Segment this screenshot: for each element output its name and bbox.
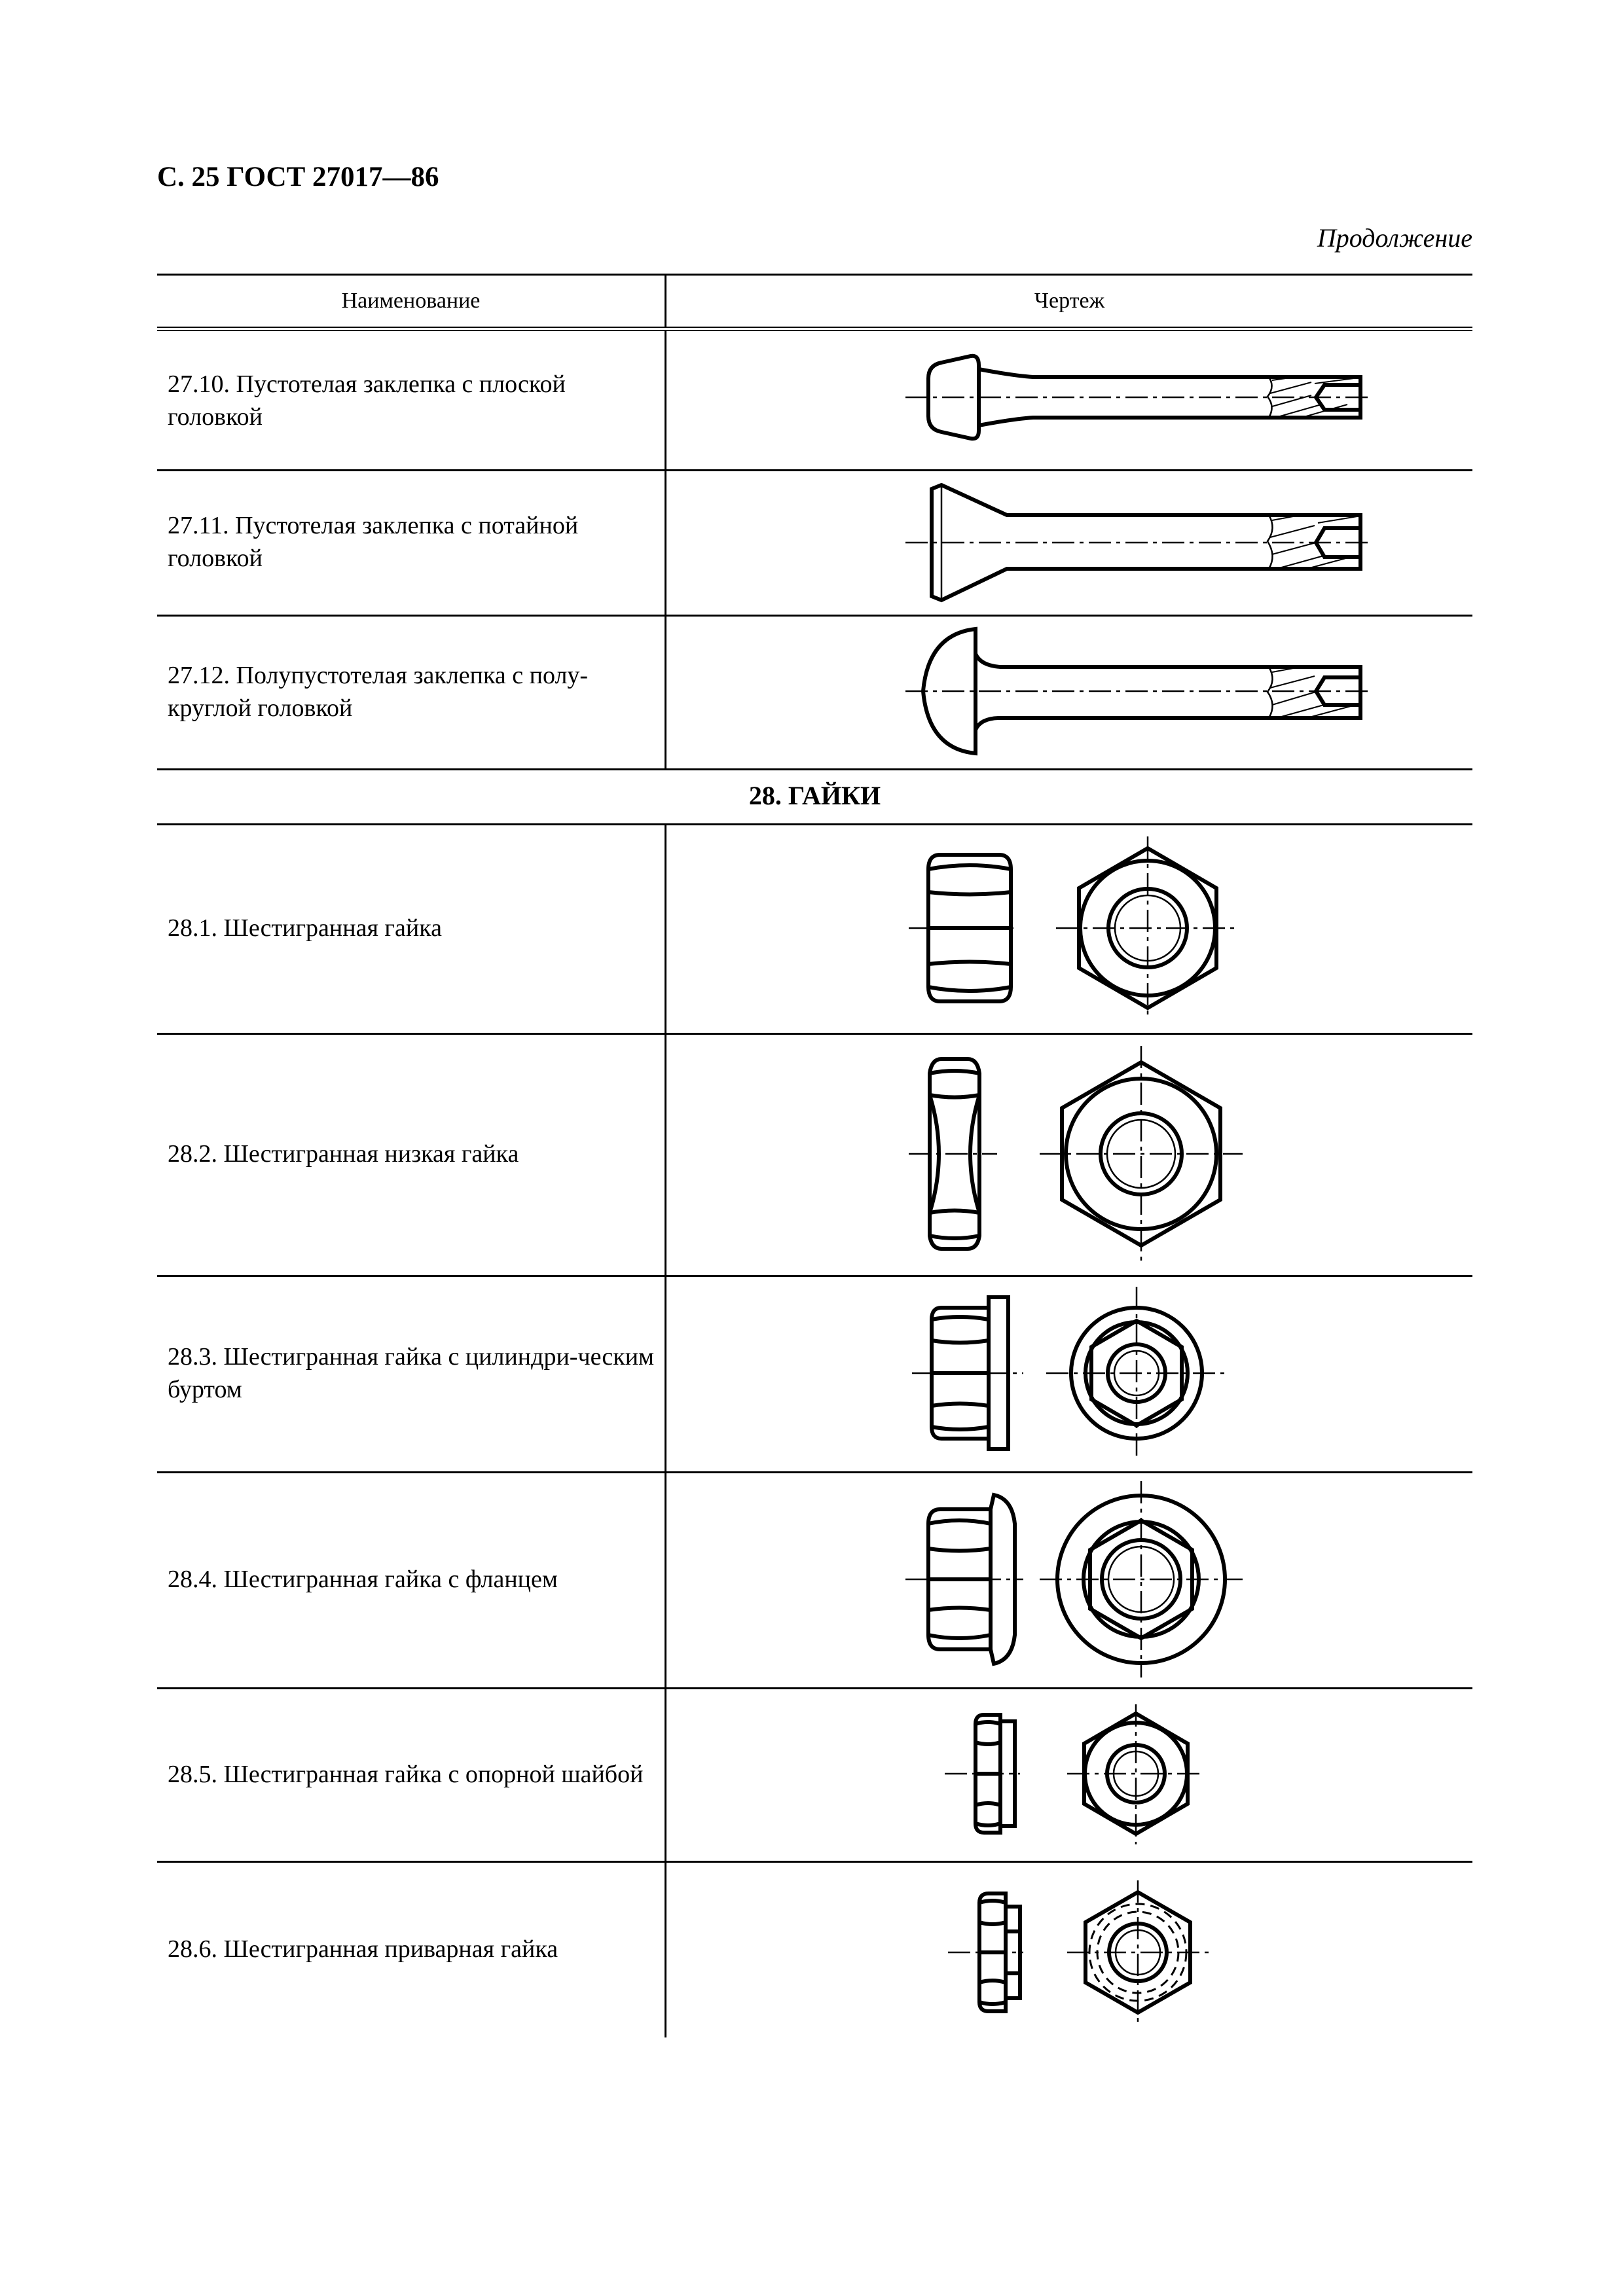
row-label: 28.6. Шестигранная приварная гайка (168, 1935, 558, 1963)
continuation-label: Продолжение (1317, 223, 1472, 253)
table-row (157, 469, 1472, 617)
row-label: 28.2. Шестигранная низкая гайка (168, 1140, 519, 1168)
row-label-cell (157, 1687, 666, 1861)
row-label: 27.12. Полупустотелая заклепка с полу-круглой головкой (168, 661, 589, 722)
table-row (157, 823, 1472, 1035)
row-label: 27.11. Пустотелая заклепка с потайной головкой (168, 512, 579, 572)
hex-thin-nut-drawing (666, 1033, 1472, 1275)
table-row (157, 1033, 1472, 1277)
table-header-row (157, 274, 1472, 331)
row-label-cell (157, 1861, 666, 2037)
row-label: 28.4. Шестигранная гайка с фланцем (168, 1566, 558, 1593)
rivet-countersunk-head-drawing (666, 469, 1472, 615)
table-row (157, 1275, 1472, 1473)
rivet-round-head-drawing (666, 615, 1472, 768)
table-row (157, 331, 1472, 471)
hex-nut-washer-drawing (666, 1687, 1472, 1861)
row-label-cell (157, 1471, 666, 1687)
hex-weld-nut-drawing (666, 1861, 1472, 2037)
table-row (157, 1861, 1472, 2037)
row-label-cell (157, 331, 666, 469)
row-label-cell (157, 615, 666, 768)
row-label-cell (157, 1033, 666, 1275)
row-label-cell (157, 823, 666, 1033)
row-label: 28.1. Шестигранная гайка (168, 914, 442, 942)
table-row (157, 1471, 1472, 1689)
row-label: 28.3. Шестигранная гайка с цилиндри-ческим буртом (168, 1343, 655, 1403)
hex-nut-collar-drawing (666, 1275, 1472, 1471)
row-label-cell (157, 469, 666, 615)
page-header: С. 25 ГОСТ 27017—86 (157, 162, 439, 192)
hex-nut-drawing (666, 823, 1472, 1033)
table-row (157, 615, 1472, 770)
row-label: 28.5. Шестигранная гайка с опорной шайбой (168, 1760, 644, 1788)
column-header-drawing: Чертеж (1034, 289, 1105, 313)
section-heading: 28. ГАЙКИ (157, 768, 1472, 825)
rivet-flat-head-drawing (666, 331, 1472, 469)
table-row (157, 1687, 1472, 1863)
column-header-name: Наименование (157, 276, 666, 327)
hex-nut-flange-drawing (666, 1471, 1472, 1687)
row-label-cell (157, 1275, 666, 1471)
row-label: 27.10. Пустотелая заклепка с плоской головкой (168, 370, 566, 431)
